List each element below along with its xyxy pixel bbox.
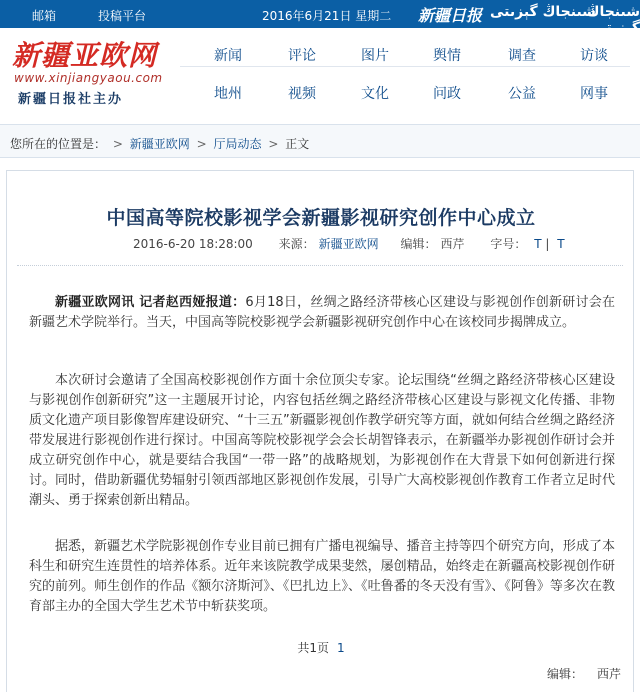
breadcrumb-home[interactable]: 新疆亚欧网 (129, 137, 190, 151)
mail-link[interactable]: 邮箱 (32, 9, 57, 23)
article-paragraph-1 (29, 293, 615, 333)
fontsize-separator: | (545, 237, 550, 251)
nav-video[interactable]: 视频 (288, 86, 316, 102)
footer-editor (547, 665, 621, 682)
pagination (7, 639, 635, 656)
article-title: 中国高等院校影视学会新疆影视研究创作中心成立 (106, 207, 536, 229)
nav-news[interactable]: 新闻 (214, 48, 242, 64)
nav-photos[interactable]: 图片 (361, 48, 389, 64)
article-paragraph-1-text: 6月18日，丝绸之路经济带核心区建设与影视创作创新研讨会在新疆艺术学院举行。当天，中国高等院校影视学会新疆影视研究创作中心在该校同步揭牌成立。 (29, 295, 615, 330)
footer-editor-name: 西芹 (596, 667, 621, 681)
breadcrumb-bar (0, 124, 640, 158)
current-date: 2016年6月21日 星期二 (262, 9, 392, 23)
page-1-link[interactable]: 1 (337, 641, 345, 655)
editor-name: 西芹 (440, 237, 465, 251)
page-count: 共1页 (297, 641, 329, 655)
site-sponsor: 新疆日报社主办 (18, 92, 124, 107)
nav-governance[interactable]: 问政 (433, 86, 461, 102)
nav-comment[interactable]: 评论 (288, 48, 316, 64)
nav-survey[interactable]: 调查 (508, 48, 536, 64)
article-box (6, 170, 634, 692)
site-url: www.xinjiangyaou.com (14, 71, 163, 85)
article-lead: 新疆亚欧网讯 记者赵西娅报道： (55, 295, 246, 310)
nav-public-opinion[interactable]: 舆情 (433, 48, 461, 64)
source-label: 来源： (278, 237, 315, 251)
breadcrumb-separator: > (112, 137, 123, 151)
uyghur-daily-logo-2[interactable]: شىنجاڭ (586, 4, 640, 20)
site-header (0, 28, 640, 112)
nav-divider (180, 66, 630, 67)
submit-platform-link[interactable]: 投稿平台 (98, 9, 147, 23)
editor-label: 编辑： (400, 237, 437, 251)
breadcrumb (10, 135, 309, 152)
source-link[interactable]: 新疆亚欧网 (318, 237, 379, 251)
nav-charity[interactable]: 公益 (508, 86, 536, 102)
uyghur-daily-logo[interactable]: شىنجاڭ گېزىتى (490, 4, 596, 20)
site-logo[interactable]: 新疆亚欧网 (12, 39, 158, 72)
fontsize-small-button[interactable]: T (557, 237, 565, 251)
breadcrumb-separator: > (196, 137, 207, 151)
breadcrumb-section[interactable]: 厅局动态 (213, 137, 262, 151)
article-paragraph-3: 据悉，新疆艺术学院影视创作专业目前已拥有广播电视编导、播音主持等四个研究方向，形成了本科生和研究生连贯性的培养体系。近年来该院教学成果斐然，屡创精品，始终走在新疆高校影视创作研究的前列。师生创作的作品《额尔济斯河》、《巴扎边上》、《吐鲁番的冬天没有雪》、《阿鲁》等多次在教育部主办的全国大学生艺术节中斩获奖项。 (29, 539, 615, 614)
article-paragraph-2: 本次研讨会邀请了全国高校影视创作方面十余位顶尖专家。论坛围绕“丝绸之路经济带核心区建设与影视创作创新研究”这一主题展开讨论，内容包括丝绸之路经济带核心区建设与影视文化传播、非物质文化遗产项目影像智库建设研究、“十三五”新疆影视创作教学研究等方面，就如何结合丝绸之路经济带发展进行影视创作进行探讨。中国高等院校影视学会会长胡智锋表示，在新疆举办影视创作研讨会并成立研究创作中心，就是要结合我国“一带一路”的战略规划，为影视创作在大背景下如何创新进行探讨。同时，借助新疆优势辐射引领西部地区影视创作发展，引导广大高校影视创作教育工作者立足时代潮头、勇于探索创新出精品。 (29, 373, 615, 508)
breadcrumb-separator: > (268, 137, 279, 151)
article-meta (133, 235, 565, 252)
meta-divider (17, 265, 623, 266)
breadcrumb-current: 正文 (285, 137, 310, 151)
breadcrumb-prefix: 您所在的位置是： (10, 137, 107, 151)
nav-web-affairs[interactable]: 网事 (580, 86, 608, 102)
fontsize-large-button[interactable]: T (534, 237, 542, 251)
fontsize-label: 字号： (490, 237, 527, 251)
xinjiang-daily-logo[interactable]: 新疆日报 (418, 6, 483, 25)
footer-editor-label: 编辑： (546, 667, 583, 681)
nav-prefectures[interactable]: 地州 (214, 86, 242, 102)
article-datetime: 2016-6-20 18:28:00 (133, 237, 253, 251)
top-bar (0, 0, 640, 28)
nav-interview[interactable]: 访谈 (580, 48, 608, 64)
nav-culture[interactable]: 文化 (361, 86, 389, 102)
